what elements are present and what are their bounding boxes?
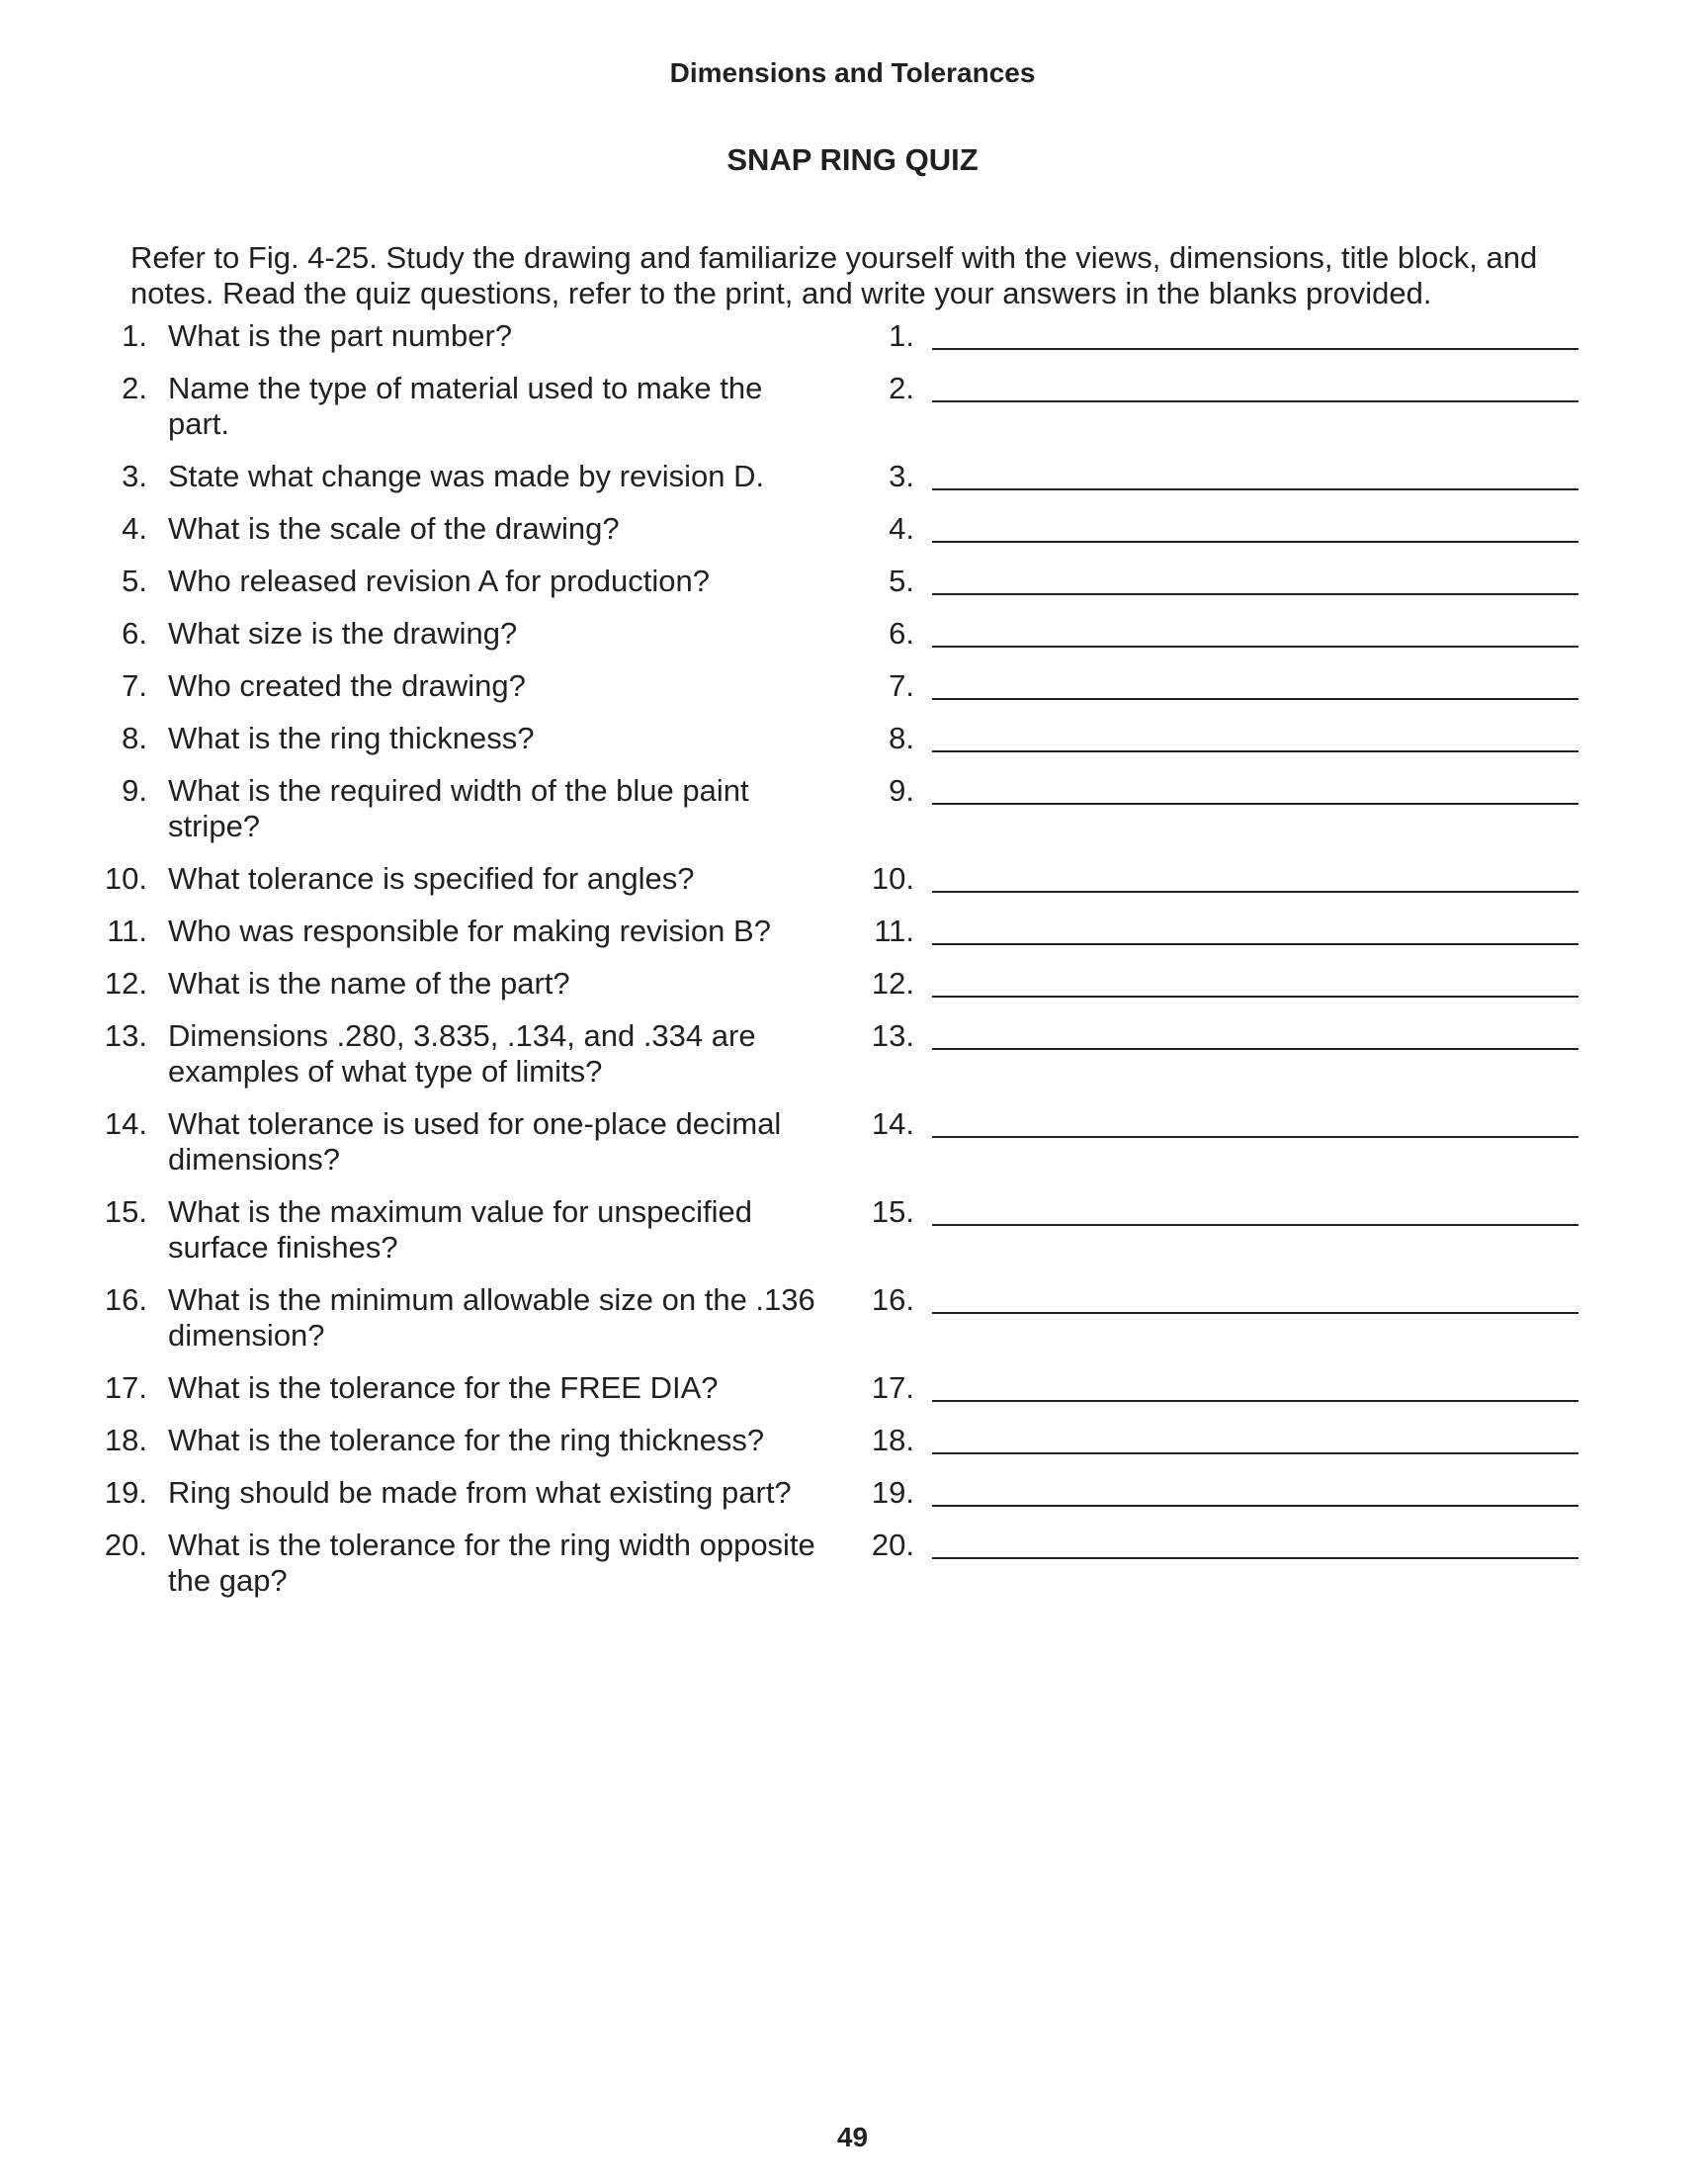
answer-number: 10. bbox=[871, 861, 914, 896]
question-number: 8. bbox=[122, 721, 147, 755]
question-text: What is the part number? bbox=[168, 318, 513, 353]
answer-blank[interactable] bbox=[932, 1018, 1578, 1050]
question-text: What is the minimum allowable size on the .136 dimension? bbox=[168, 1282, 815, 1353]
question-text: What is the tolerance for the ring width opposite the gap? bbox=[168, 1528, 815, 1598]
answer-number: 20. bbox=[871, 1528, 914, 1562]
question-item bbox=[0, 773, 1705, 844]
question-text: What size is the drawing? bbox=[168, 616, 518, 651]
question-number: 15. bbox=[104, 1194, 147, 1229]
question-text: Who created the drawing? bbox=[168, 668, 526, 703]
question-number: 6. bbox=[122, 616, 147, 651]
answer-blank[interactable] bbox=[932, 511, 1578, 543]
question-number: 1. bbox=[122, 318, 147, 353]
running-header: Dimensions and Tolerances bbox=[669, 57, 1036, 88]
question-item bbox=[0, 1423, 1705, 1458]
answer-blank[interactable] bbox=[932, 564, 1578, 595]
answer-blank[interactable] bbox=[932, 616, 1578, 648]
question-item bbox=[0, 564, 1705, 599]
answer-blank[interactable] bbox=[932, 1423, 1578, 1454]
question-text: Ring should be made from what existing part? bbox=[168, 1475, 792, 1510]
question-item bbox=[0, 1475, 1705, 1511]
answer-number: 9. bbox=[889, 773, 914, 808]
question-text: State what change was made by revision D. bbox=[168, 459, 765, 493]
answer-number: 16. bbox=[871, 1282, 914, 1317]
question-text: What tolerance is specified for angles? bbox=[168, 861, 695, 896]
question-item bbox=[0, 318, 1705, 354]
question-text: Dimensions .280, 3.835, .134, and .334 are examples of what type of limits? bbox=[168, 1018, 756, 1089]
question-item bbox=[0, 459, 1705, 494]
question-list bbox=[0, 318, 1705, 1616]
answer-blank[interactable] bbox=[932, 914, 1578, 945]
answer-number: 3. bbox=[889, 459, 914, 493]
answer-blank[interactable] bbox=[932, 318, 1578, 350]
answer-number: 5. bbox=[889, 564, 914, 598]
question-text: What is the ring thickness? bbox=[168, 721, 535, 755]
question-number: 14. bbox=[104, 1106, 147, 1141]
question-number: 11. bbox=[107, 914, 147, 948]
question-number: 3. bbox=[122, 459, 147, 493]
answer-number: 2. bbox=[889, 371, 914, 405]
page-number: 49 bbox=[836, 2122, 869, 2152]
answer-blank[interactable] bbox=[932, 773, 1578, 805]
quiz-instructions: Refer to Fig. 4-25. Study the drawing and familiarize yourself with the views, dimensions, title block, and notes. Read the quiz questions, refer to the print, and write your answers in the blanks provided. bbox=[130, 240, 1538, 310]
question-item bbox=[0, 721, 1705, 756]
question-text: Name the type of material used to make the part. bbox=[168, 371, 763, 441]
question-number: 12. bbox=[104, 966, 147, 1001]
question-item bbox=[0, 371, 1705, 442]
answer-number: 17. bbox=[871, 1370, 914, 1405]
answer-blank[interactable] bbox=[932, 1194, 1578, 1226]
answer-blank[interactable] bbox=[932, 1106, 1578, 1138]
question-number: 4. bbox=[122, 511, 147, 546]
answer-blank[interactable] bbox=[932, 861, 1578, 893]
answer-number: 4. bbox=[889, 511, 914, 546]
answer-number: 12. bbox=[871, 966, 914, 1001]
question-text: What is the tolerance for the ring thickness? bbox=[168, 1423, 765, 1457]
quiz-title: SNAP RING QUIZ bbox=[726, 142, 979, 177]
question-text: Who was responsible for making revision B? bbox=[168, 914, 771, 948]
question-item bbox=[0, 1528, 1705, 1599]
question-text: Who released revision A for production? bbox=[168, 564, 710, 598]
answer-blank[interactable] bbox=[932, 1475, 1578, 1507]
question-text: What is the scale of the drawing? bbox=[168, 511, 620, 546]
answer-blank[interactable] bbox=[932, 1528, 1578, 1559]
question-item bbox=[0, 861, 1705, 897]
answer-number: 6. bbox=[889, 616, 914, 651]
question-number: 13. bbox=[104, 1018, 147, 1053]
answer-number: 1. bbox=[889, 318, 914, 353]
question-item bbox=[0, 511, 1705, 547]
question-text: What is the required width of the blue paint stripe? bbox=[168, 773, 749, 843]
question-item bbox=[0, 966, 1705, 1002]
answer-number: 15. bbox=[871, 1194, 914, 1229]
answer-blank[interactable] bbox=[932, 721, 1578, 752]
answer-number: 14. bbox=[871, 1106, 914, 1141]
question-item bbox=[0, 1194, 1705, 1266]
answer-number: 19. bbox=[871, 1475, 914, 1510]
question-number: 17. bbox=[104, 1370, 147, 1405]
answer-blank[interactable] bbox=[932, 966, 1578, 998]
question-number: 9. bbox=[122, 773, 147, 808]
answer-number: 18. bbox=[871, 1423, 914, 1457]
answer-blank[interactable] bbox=[932, 668, 1578, 700]
question-item bbox=[0, 1018, 1705, 1090]
question-item bbox=[0, 1370, 1705, 1406]
answer-blank[interactable] bbox=[932, 459, 1578, 490]
answer-number: 13. bbox=[871, 1018, 914, 1053]
question-number: 18. bbox=[104, 1423, 147, 1457]
question-item bbox=[0, 914, 1705, 949]
question-number: 5. bbox=[122, 564, 147, 598]
question-item bbox=[0, 1282, 1705, 1354]
question-item bbox=[0, 1106, 1705, 1178]
question-text: What is the name of the part? bbox=[168, 966, 570, 1001]
question-item bbox=[0, 616, 1705, 652]
question-number: 16. bbox=[104, 1282, 147, 1317]
answer-number: 11. bbox=[874, 914, 914, 948]
question-text: What is the tolerance for the FREE DIA? bbox=[168, 1370, 719, 1405]
answer-number: 7. bbox=[889, 668, 914, 703]
question-item bbox=[0, 668, 1705, 704]
answer-blank[interactable] bbox=[932, 1282, 1578, 1314]
question-number: 2. bbox=[122, 371, 147, 405]
question-number: 19. bbox=[104, 1475, 147, 1510]
question-text: What is the maximum value for unspecified surface finishes? bbox=[168, 1194, 752, 1265]
answer-blank[interactable] bbox=[932, 1370, 1578, 1402]
question-number: 20. bbox=[104, 1528, 147, 1562]
answer-blank[interactable] bbox=[932, 371, 1578, 402]
question-text: What tolerance is used for one-place decimal dimensions? bbox=[168, 1106, 782, 1177]
answer-number: 8. bbox=[889, 721, 914, 755]
question-number: 7. bbox=[122, 668, 147, 703]
question-number: 10. bbox=[104, 861, 147, 896]
